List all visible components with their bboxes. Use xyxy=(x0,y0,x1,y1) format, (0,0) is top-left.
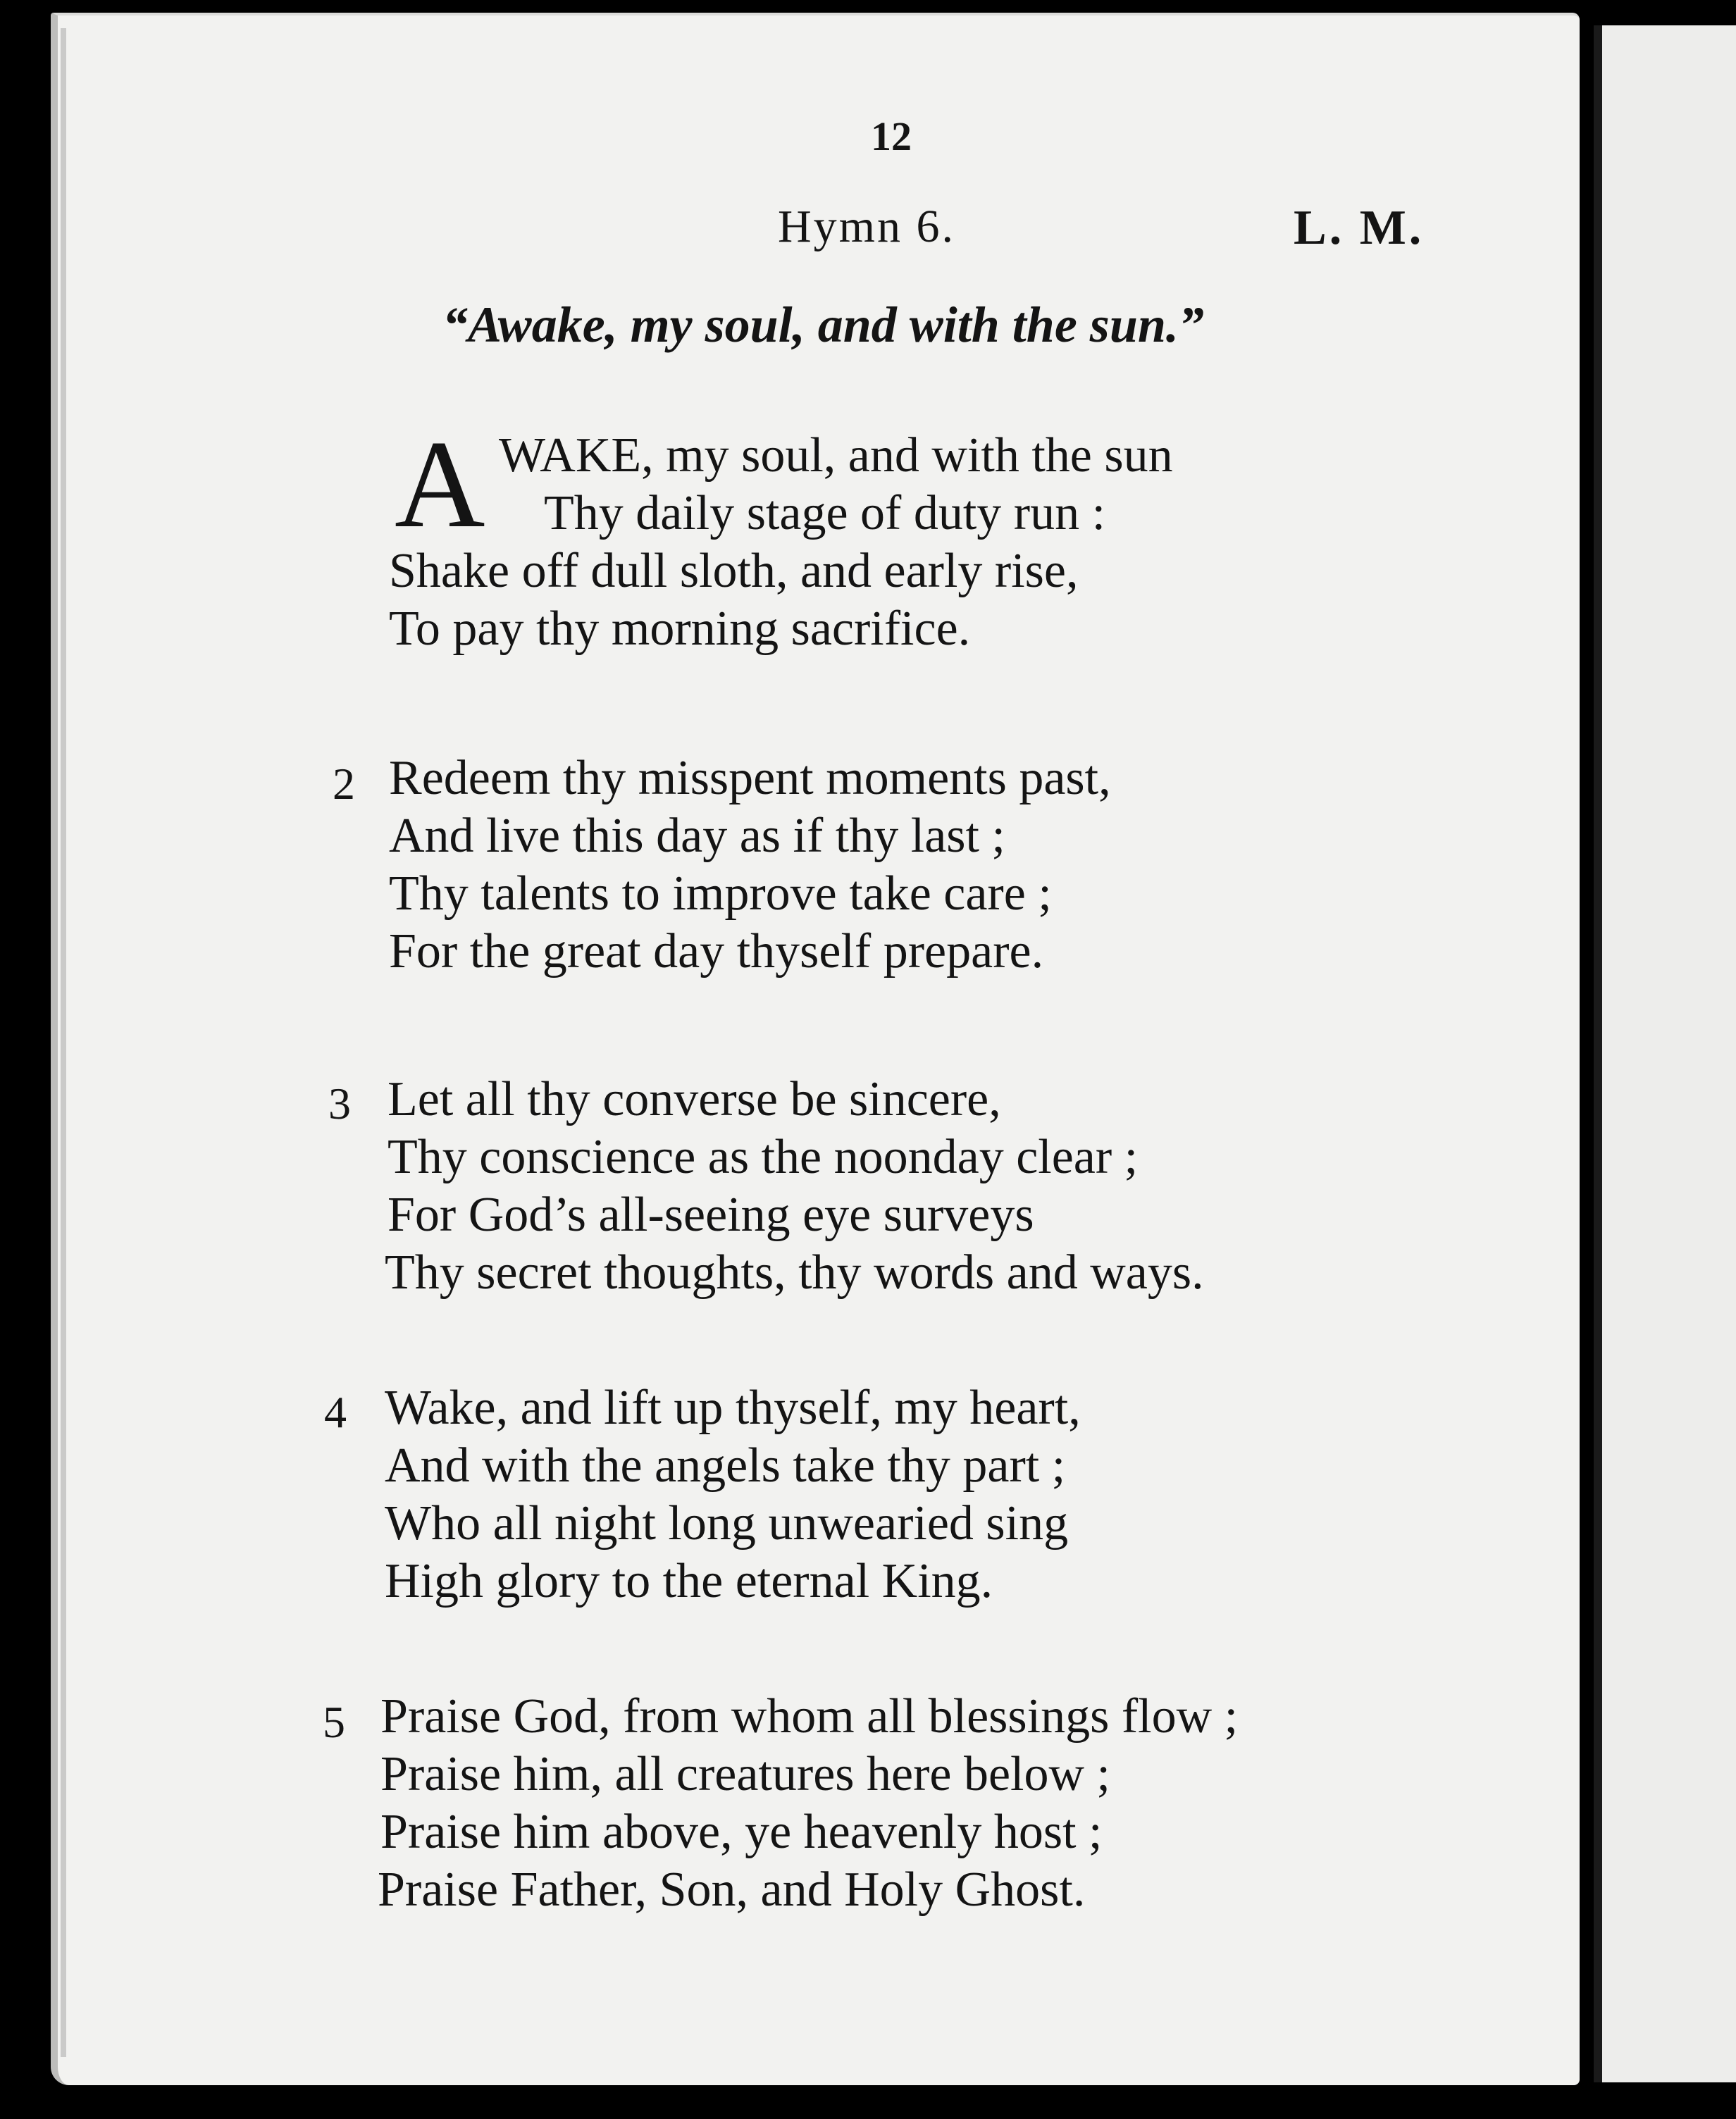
verse-4-line-1: Wake, and lift up thyself, my heart, xyxy=(385,1381,1081,1435)
facing-page-edge xyxy=(1594,25,1736,2082)
verse-2-line-1: Redeem thy misspent moments past, xyxy=(389,751,1111,805)
hymn-meter: L. M. xyxy=(1294,201,1425,255)
verse-5-line-4: Praise Father, Son, and Holy Ghost. xyxy=(378,1863,1086,1917)
verse-4-line-2: And with the angels take thy part ; xyxy=(385,1438,1066,1493)
verse-3-line-3: For God’s all-seeing eye surveys xyxy=(388,1188,1034,1242)
hymn-title: Hymn 6. xyxy=(778,201,955,252)
page-gutter-edge xyxy=(61,28,66,2057)
verse-number: 5 xyxy=(323,1697,345,1747)
verse-2-line-4: For the great day thyself prepare. xyxy=(389,924,1044,978)
page-number: 12 xyxy=(871,113,912,159)
verse-number: 3 xyxy=(328,1079,351,1129)
verse-1-line-3: Shake off dull sloth, and early rise, xyxy=(389,544,1079,598)
drop-cap: A xyxy=(395,414,485,554)
verse-4-line-3: Who all night long unwearied sing xyxy=(385,1496,1069,1551)
verse-number: 4 xyxy=(324,1387,347,1437)
verse-4-line-4: High glory to the eternal King. xyxy=(385,1554,993,1608)
verse-5-line-1: Praise God, from whom all blessings flow ; xyxy=(380,1689,1239,1744)
verse-2-line-2: And live this day as if thy last ; xyxy=(389,809,1005,863)
verse-1-line-2: Thy daily stage of duty run : xyxy=(544,486,1106,540)
verse-3-line-2: Thy conscience as the noonday clear ; xyxy=(388,1130,1139,1184)
verse-1-line-1: WAKE, my soul, and with the sun xyxy=(499,428,1173,483)
verse-number: 2 xyxy=(333,759,355,809)
verse-3-line-1: Let all thy converse be sincere, xyxy=(388,1072,1001,1126)
verse-5-line-2: Praise him, all creatures here below ; xyxy=(380,1747,1110,1801)
verse-5-line-3: Praise him above, ye heavenly host ; xyxy=(380,1805,1103,1859)
first-line-caption: “Awake, my soul, and with the sun.” xyxy=(442,297,1204,353)
verse-3-line-4: Thy secret thoughts, thy words and ways. xyxy=(385,1245,1204,1300)
verse-1-line-4: To pay thy morning sacrifice. xyxy=(389,602,971,656)
verse-2-line-3: Thy talents to improve take care ; xyxy=(389,866,1052,921)
